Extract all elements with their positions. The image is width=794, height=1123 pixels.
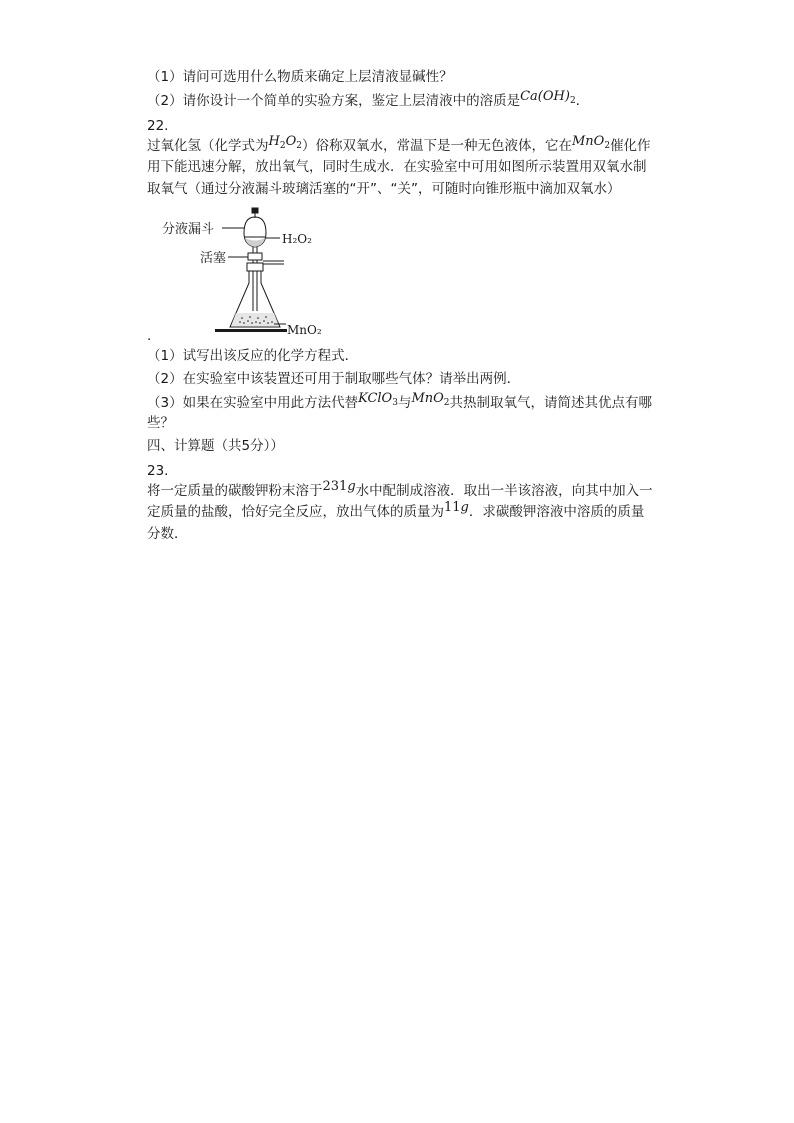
- q22-sub3: （3）如果在实验室中用此方法代替KClO$_3$与MnO$_2$共热制取氧气，请简述其优点有哪: [147, 391, 653, 411]
- value-231g: 231g: [322, 479, 356, 494]
- q23-line2: 定质量的盐酸，恰好完全反应，放出气体的质量为11g．求碳酸钾溶液中溶质的质量: [147, 500, 645, 520]
- q22-sub1: （1）试写出该反应的化学方程式．: [147, 348, 359, 364]
- q21-part2-text: （2）请你设计一个简单的实验方案，鉴定上层清液中的溶质是: [147, 93, 521, 109]
- label-stopcock: 活塞: [200, 251, 227, 266]
- flask-liquid: [231, 313, 279, 326]
- formula-kclo3: KClO$_3$: [358, 391, 398, 408]
- base-plate: [215, 329, 287, 332]
- formula-h2o2: $H_2O_2$: [268, 134, 302, 151]
- formula-mno2: MnO$_2$: [571, 134, 611, 151]
- section4-heading: 四、计算题（共5分））: [147, 438, 284, 454]
- delivery-tube: [263, 261, 284, 264]
- q22-sub2: （2）在实验室中该装置还可用于制取哪些气体？请举出两例．: [147, 371, 521, 387]
- q22-line1: 过氧化氢（化学式为$H_2O_2$）俗称双氧水，常温下是一种无色液体，它在MnO$_2$催化作: [147, 134, 651, 154]
- stopcock: [248, 253, 262, 260]
- q23-line1: 将一定质量的碳酸钾粉末溶于231g水中配制成溶液．取出一半该溶液，向其中加入一: [147, 479, 653, 499]
- q23-line3: 分数．: [147, 526, 188, 542]
- period: .: [575, 93, 580, 109]
- apparatus-diagram: [160, 205, 350, 340]
- q22-line2: 用下能迅速分解，放出氧气，同时生成水．在实验室中可用如图所示装置用双氧水制: [147, 159, 647, 175]
- q21-part2: [147, 91, 580, 113]
- value-11g: 11g: [444, 500, 469, 515]
- label-mno2: MnO₂: [287, 323, 322, 337]
- q22-sub3-cont: 些？: [147, 415, 174, 431]
- formula-mno2-2: MnO$_2$: [411, 391, 450, 408]
- q23-number: 23.: [147, 463, 169, 479]
- q22-number: 22.: [147, 118, 169, 134]
- formula-caoh2: $Ca(OH)_2$: [520, 89, 576, 106]
- q22-dot: .: [147, 328, 152, 344]
- q21-part1: （1）请问可选用什么物质来确定上层清液显碱性？: [147, 69, 453, 85]
- rubber-stopper: [247, 263, 263, 271]
- q22-line3: 取氧气（通过分液漏斗玻璃活塞的“开”、“关”，可随时向锥形瓶中滴加双氧水）: [147, 181, 621, 197]
- label-funnel: 分液漏斗: [162, 222, 215, 237]
- label-h2o2: H₂O₂: [282, 232, 312, 246]
